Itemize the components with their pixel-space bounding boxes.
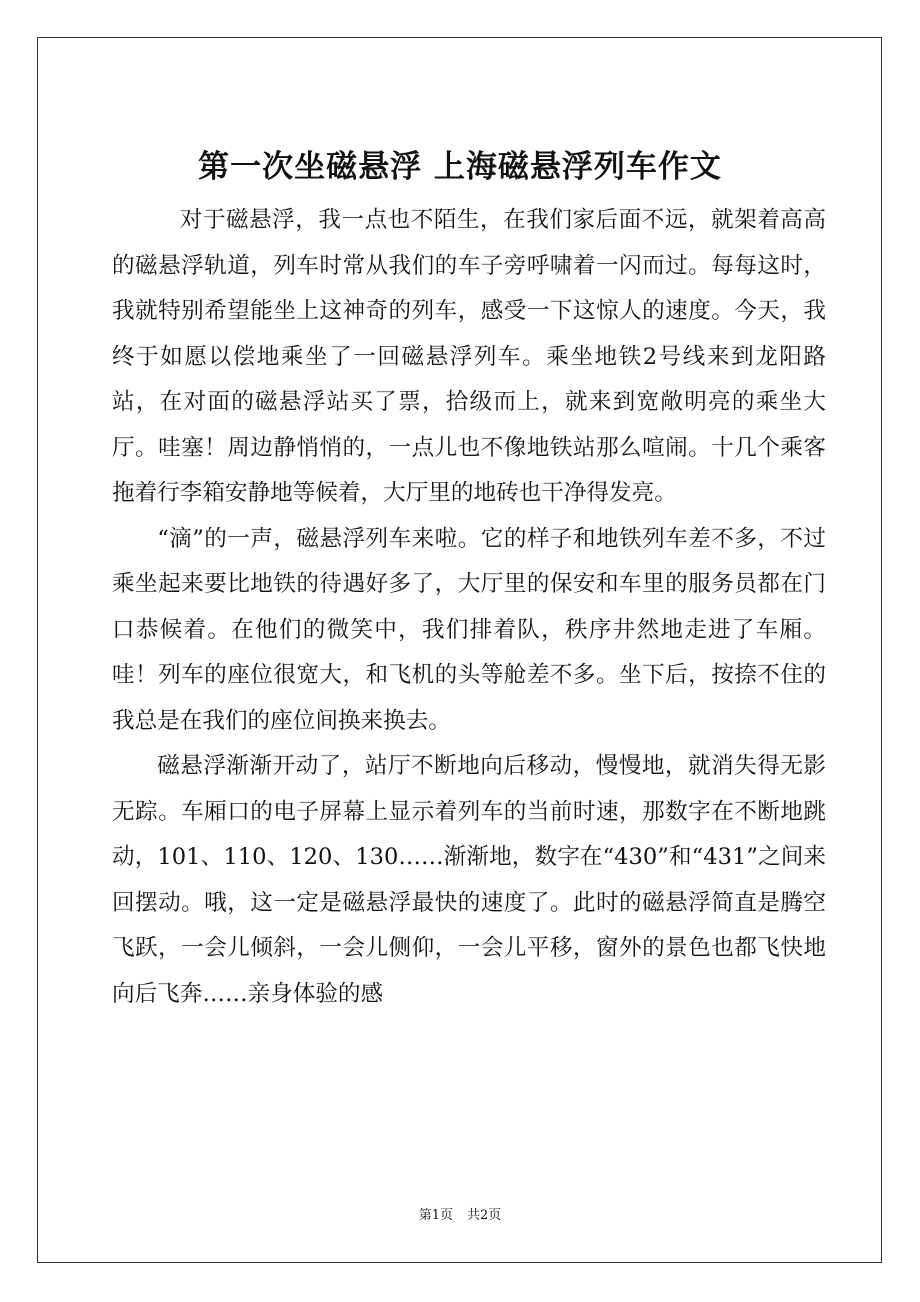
paragraph-3: 磁悬浮渐渐开动了，站厅不断地向后移动，慢慢地，就消失得无影无踪。车厢口的电子屏幕上显示着列车的当前时速，那数字在不断地跳动，101、110、120、130……渐渐地，数字在“430”和“431”之间来回摆动。哦，这一定是磁悬浮最快的速度了。此时的磁悬浮简直是腾空飞跃，一会儿倾斜，一会儿侧仰，一会儿平移，窗外的景色也都飞快地向后飞奔……亲身体验的感 <box>112 753 826 1007</box>
page-number-current: 第1页 <box>418 1208 453 1223</box>
document-title: 第一次坐磁悬浮 上海磁悬浮列车作文 <box>198 149 722 185</box>
paragraph-2: “滴”的一声，磁悬浮列车来啦。它的样子和地铁列车差不多，不过乘坐起来要比地铁的待遇好多了，大厅里的保安和车里的服务员都在门口恭候着。在他们的微笑中，我们排着队，秩序井然地走进了车厢。哇！列车的座位很宽大，和飞机的头等舱差不多。坐下后，按捺不住的我总是在我们的座位间换来换去。 <box>112 525 826 734</box>
paragraph-1: 对于磁悬浮，我一点也不陌生，在我们家后面不远，就架着高高的磁悬浮轨道，列车时常从我们的车子旁呼啸着一闪而过。每每这时，我就特别希望能坐上这神奇的列车，感受一下这惊人的速度。今天，我终于如愿以偿地乘坐了一回磁悬浮列车。乘坐地铁2号线来到龙阳路站，在对面的磁悬浮站买了票，拾级而上，就来到宽敞明亮的乘坐大厅。哇塞！周边静悄悄的，一点儿也不像地铁站那么喧闹。十几个乘客拖着行李箱安静地等候着，大厅里的地砖也干净得发亮。 <box>112 207 826 506</box>
page-footer <box>0 1206 920 1226</box>
page-number-total: 共2页 <box>467 1208 502 1223</box>
document-body <box>112 198 826 1017</box>
